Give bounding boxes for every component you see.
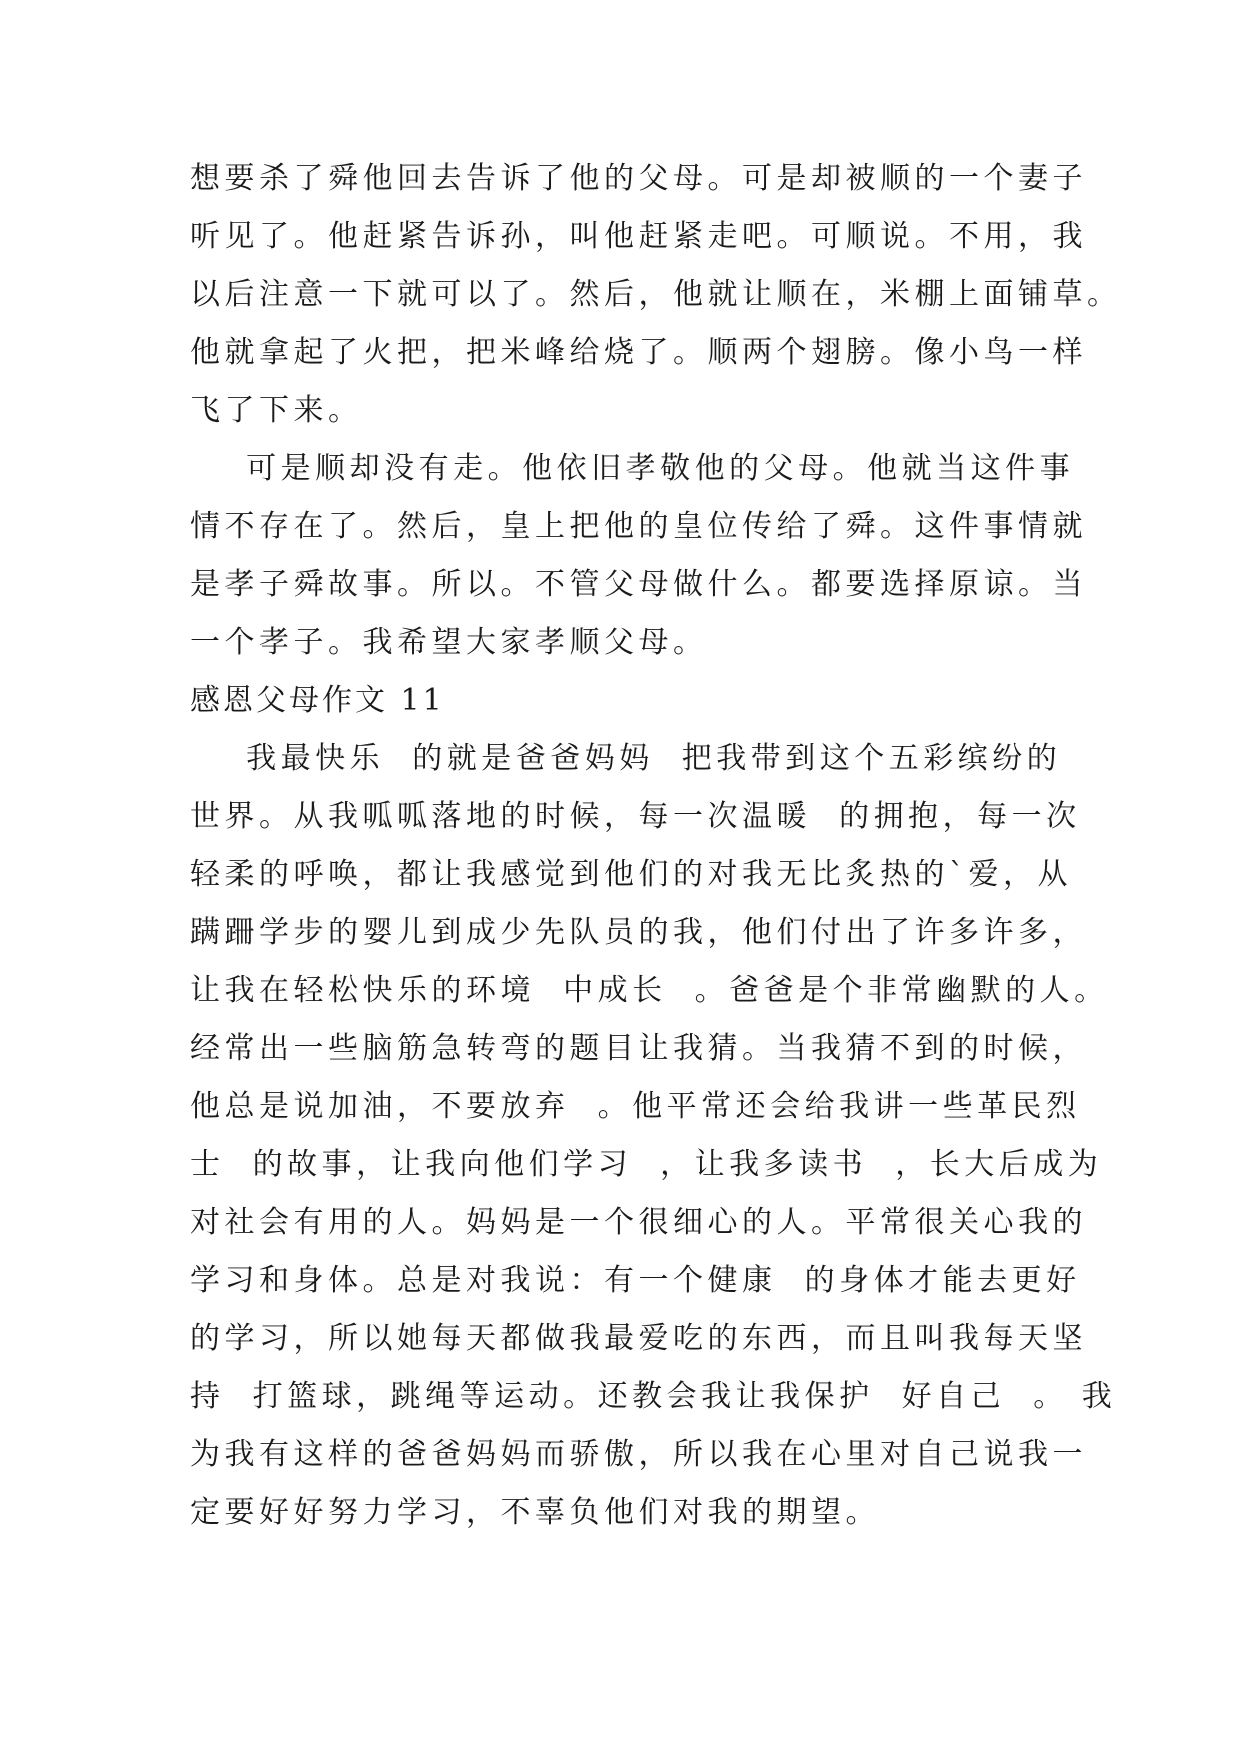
- text-line: 以后注意一下就可以了。然后，他就让顺在，米棚上面铺草。: [190, 277, 1122, 312]
- text-line: 为我有这样的爸爸妈妈而骄傲，所以我在心里对自己说我一: [190, 1437, 1087, 1472]
- text-line: 让我在轻松快乐的环境 中成长 。爸爸是个非常幽默的人。: [190, 973, 1109, 1008]
- continuation-paragraph: [190, 150, 1122, 440]
- text-line: 飞了下来。: [190, 393, 363, 428]
- text-line: 可是顺却没有走。他依旧孝敬他的父母。他就当这件事: [190, 451, 1075, 486]
- essay-title-block: [190, 672, 1050, 730]
- essay-body: [190, 730, 1117, 1542]
- text-line: 轻柔的呼唤，都让我感觉到他们的对我无比炙热的`爱，从: [190, 857, 1072, 892]
- text-line: 他就拿起了火把，把米峰给烧了。顺两个翅膀。像小鸟一样: [190, 335, 1087, 370]
- text-line: 经常出一些脑筋急转弯的题目让我猜。当我猜不到的时候，: [190, 1031, 1087, 1066]
- text-line: 士 的故事，让我向他们学习 ，让我多读书 ，长大后成为: [190, 1147, 1103, 1182]
- text-line: 世界。从我呱呱落地的时候，每一次温暖 的拥抱，每一次: [190, 799, 1081, 834]
- text-line: 学习和身体。总是对我说：有一个健康 的身体才能去更好: [190, 1263, 1081, 1298]
- text-line: 情不存在了。然后，皇上把他的皇位传给了舜。这件事情就: [190, 509, 1087, 544]
- text-line: 定要好好努力学习，不辜负他们对我的期望。: [190, 1495, 880, 1530]
- text-line: 对社会有用的人。妈妈是一个很细心的人。平常很关心我的: [190, 1205, 1087, 1240]
- text-line: 蹒跚学步的婴儿到成少先队员的我，他们付出了许多许多，: [190, 915, 1087, 950]
- second-paragraph: [190, 440, 1087, 672]
- text-line: 是孝子舜故事。所以。不管父母做什么。都要选择原谅。当: [190, 567, 1087, 602]
- text-line: 听见了。他赶紧告诉孙，叫他赶紧走吧。可顺说。不用，我: [190, 219, 1087, 254]
- text-line: 持 打篮球，跳绳等运动。还教会我让我保护 好自己 。 我: [190, 1379, 1117, 1414]
- text-line: 他总是说加油，不要放弃 。他平常还会给我讲一些革民烈: [190, 1089, 1081, 1124]
- text-line: 想要杀了舜他回去告诉了他的父母。可是却被顺的一个妻子: [190, 161, 1087, 196]
- text-line: 一个孝子。我希望大家孝顺父母。: [190, 625, 708, 660]
- text-line: 我最快乐 的就是爸爸妈妈 把我带到这个五彩缤纷的: [190, 741, 1062, 776]
- essay-title: 感恩父母作文 11: [190, 683, 445, 718]
- text-line: 的学习，所以她每天都做我最爱吃的东西，而且叫我每天坚: [190, 1321, 1087, 1356]
